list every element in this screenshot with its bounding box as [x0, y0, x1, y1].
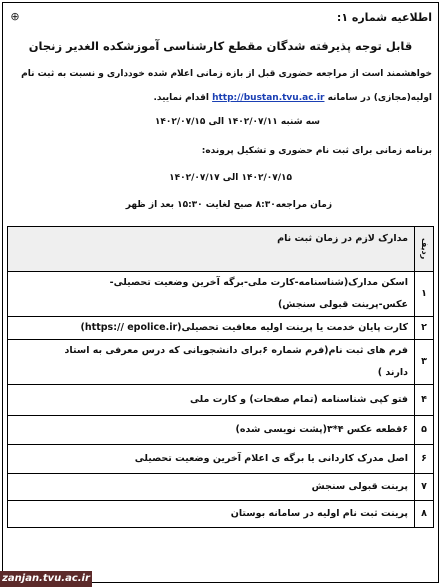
instruction-line-2-start: اولیه(مجازی) در سامانه	[327, 93, 432, 103]
row-text-line: عکس-پرینت قبولی سنجش)	[277, 299, 408, 310]
bustan-link[interactable]: http://bustan.tvu.ac.ir	[212, 93, 325, 103]
row-text-line: اصل مدرک کاردانی یا برگه ی اعلام آخرین وضعیت تحصیلی	[134, 453, 408, 464]
announcement-document	[2, 2, 439, 583]
in-person-registration-dates: ۱۴۰۲/۰۷/۱۵ الی ۱۴۰۲/۰۷/۱۷	[169, 173, 292, 183]
table-row	[8, 317, 434, 340]
table-row	[8, 501, 434, 528]
table-row	[8, 385, 434, 416]
site-watermark: zanjan.tvu.ac.ir	[0, 571, 92, 587]
required-documents-table	[7, 226, 434, 528]
table-header-row	[8, 227, 434, 272]
table-row	[8, 474, 434, 501]
row-text-line: کارت پایان خدمت یا پرینت اولیه معافیت تحصیلی(https:// epolice.ir)	[80, 322, 408, 333]
row-number: ۳	[415, 340, 434, 385]
row-text-line: پرینت ثبت نام اولیه در سامانه بوستان	[230, 508, 408, 519]
row-number: ۱	[415, 272, 434, 317]
layout-options-icon[interactable]: ⊕	[10, 10, 20, 23]
row-text-line: دارند )	[377, 367, 408, 378]
in-person-schedule-heading: برنامه زمانی برای ثبت نام حضوری و تشکیل پرونده:	[201, 146, 432, 156]
row-text	[8, 272, 415, 317]
row-text-line: فرم های ثبت نام(فرم شماره ۶برای دانشجویانی که درس معرفی به استاد	[64, 345, 408, 356]
table-row	[8, 416, 434, 445]
table-row	[8, 272, 434, 317]
instruction-line-2-end: اقدام نمایید.	[153, 93, 209, 103]
table-row	[8, 340, 434, 385]
row-text-line: فتو کپی شناسنامه (تمام صفحات) و کارت ملی	[190, 394, 408, 405]
row-text	[8, 317, 415, 340]
row-text	[8, 385, 415, 416]
row-number: ۵	[415, 416, 434, 445]
row-text-line: ۶قطعه عکس ۴*۳(پشت نویسی شده)	[235, 424, 408, 435]
row-text	[8, 416, 415, 445]
header-documents-label: مدارک لازم در زمان ثبت نام	[8, 227, 415, 272]
announcement-subtitle: قابل توجه پذیرفته شدگان مقطع کارشناسی آموزشکده الغدیر زنجان	[28, 39, 413, 53]
online-registration-dates: سه شنبه ۱۴۰۲/۰۷/۱۱ الی ۱۴۰۲/۰۷/۱۵	[154, 117, 320, 127]
row-number: ۴	[415, 385, 434, 416]
row-number: ۷	[415, 474, 434, 501]
row-number: ۲	[415, 317, 434, 340]
instruction-line-1: خواهشمند است از مراجعه حضوری قبل از بازه زمانی اعلام شده خودداری و نسبت به ثبت نام	[21, 69, 432, 79]
announcement-title: اطلاعیه شماره ۱:	[336, 11, 432, 24]
row-text	[8, 501, 415, 528]
instruction-line-2	[9, 93, 432, 103]
row-text	[8, 474, 415, 501]
row-text	[8, 340, 415, 385]
row-text-line: اسکن مدارک(شناسنامه-کارت ملی-برگه آخرین وضعیت تحصیلی-	[109, 277, 408, 288]
row-number: ۸	[415, 501, 434, 528]
row-text-line: پرینت قبولی سنجش	[311, 481, 408, 492]
table-row	[8, 445, 434, 474]
header-row-number: ردیف	[415, 227, 434, 272]
visiting-hours: زمان مراجعه۸:۳۰ صبح لغایت ۱۵:۳۰ بعد از ظهر	[125, 200, 332, 210]
row-text	[8, 445, 415, 474]
row-number: ۶	[415, 445, 434, 474]
